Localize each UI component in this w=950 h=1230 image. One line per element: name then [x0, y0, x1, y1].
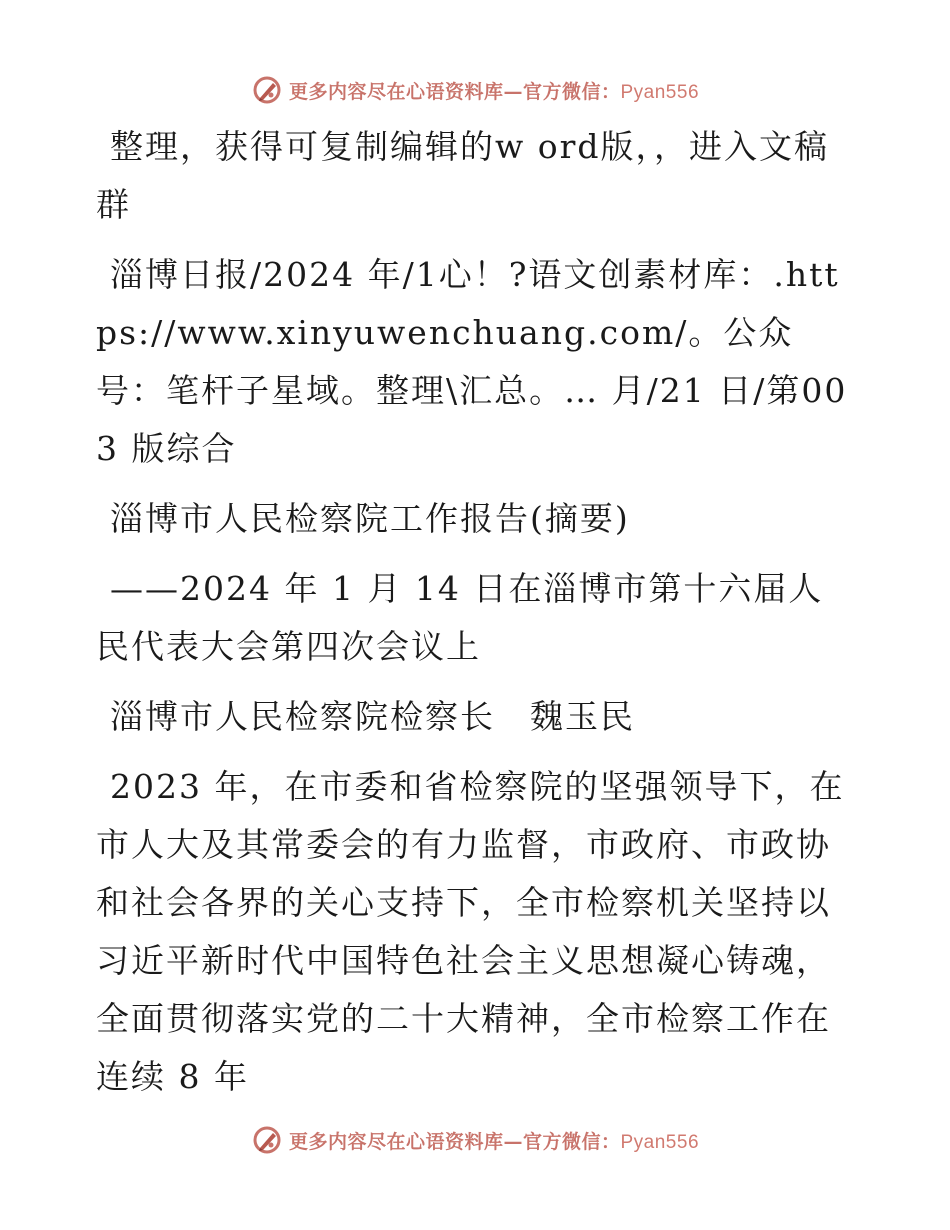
banner-text — [289, 1127, 699, 1154]
banner-wechat-id: Pyan556 — [620, 81, 700, 103]
document-author: 淄博市人民检察院检察长 魏玉民 — [110, 697, 635, 736]
paragraph: 2023 年，在市委和省检察院的坚强领导下，在市人大及其常委会的有力监督，市政府、市政协和社会各界的关心支持下，全市检察机关坚持以习近平新时代中国特色社会主义思想凝心铸魂，全面贯彻落实党的二十大精神，全市检察工作在连续 8 年 — [96, 767, 845, 1096]
document-title: 淄博市人民检察院工作报告(摘要) — [110, 499, 630, 538]
banner-label: 更多内容尽在心语资料库—官方微信： — [288, 80, 621, 103]
header-watermark-banner — [0, 70, 950, 110]
document-subtitle: ——2024 年 1 月 14 日在淄博市第十六届人民代表大会第四次会议上 — [96, 569, 824, 666]
footer-watermark-banner — [0, 1120, 950, 1160]
paragraph: 淄博日报/2024 年/1心！?语文创素材库：.https://www.xinyuwenchuang.com/。公众号：笔杆子星域。整理\汇总。… 月/21 日/第003 版综合 — [96, 255, 848, 468]
banner-text — [289, 77, 699, 104]
pen-circle-logo-icon — [251, 74, 283, 106]
pen-circle-logo-icon — [251, 1124, 283, 1156]
banner-label: 更多内容尽在心语资料库—官方微信： — [288, 1130, 621, 1153]
document-body — [96, 118, 856, 1118]
paragraph: 整理，获得可复制编辑的w ord版，，进入文稿群 — [96, 127, 830, 224]
banner-wechat-id: Pyan556 — [620, 1131, 700, 1153]
